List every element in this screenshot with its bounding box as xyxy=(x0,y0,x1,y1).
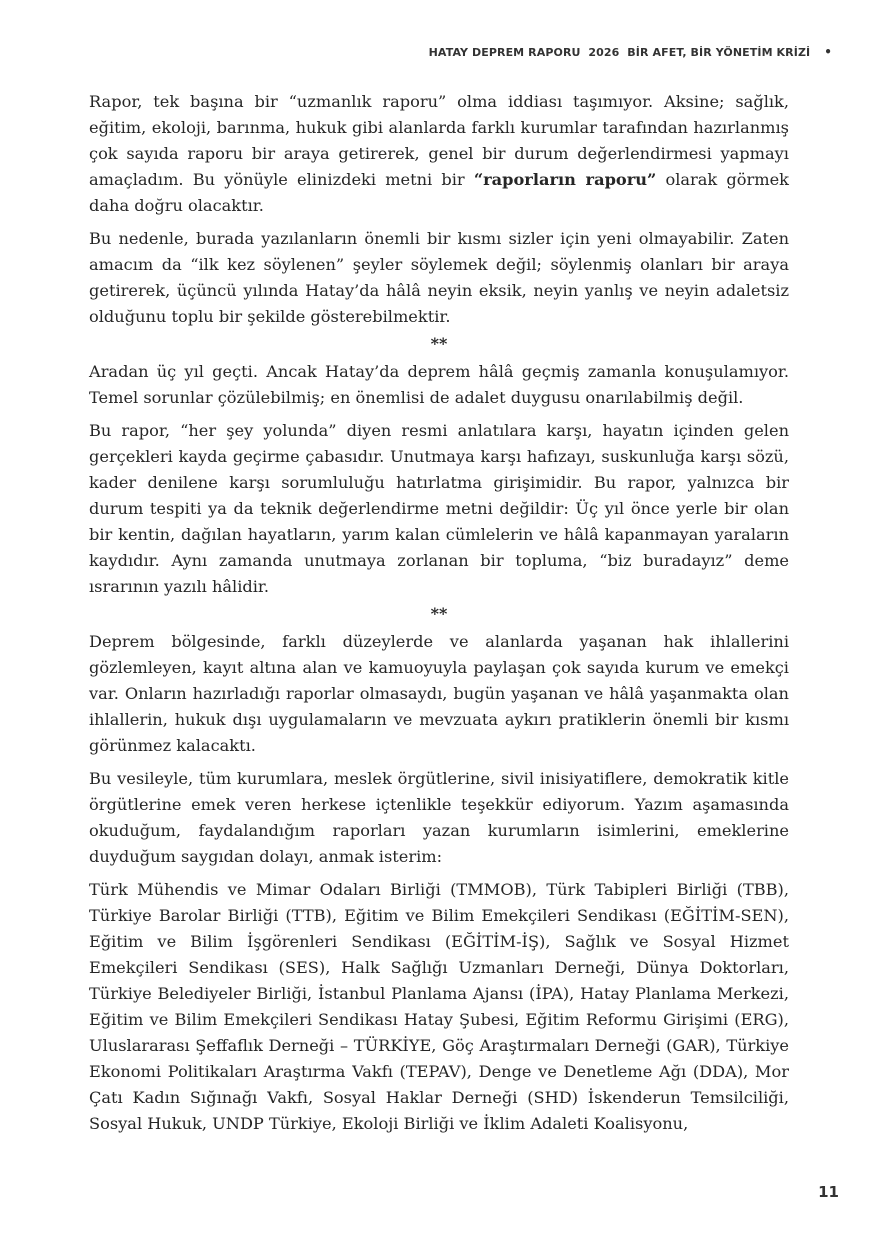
section-separator-2: ** xyxy=(430,604,448,623)
body-text xyxy=(89,89,789,1144)
paragraph-2: Bu nedenle, burada yazılanların önemli bir kısmı sizler için yeni olmayabilir. Zaten amacım da “ilk kez söylenen” şeyler söylemek değil; söylenmiş olanları bir araya getirerek, üçüncü yılında Hatay’da hâlâ neyin eksik, neyin yanlış ve neyin adaletsiz olduğunu toplu bir şekilde gösterebilmektir. xyxy=(89,229,789,326)
paragraph-1-text-b: olarak görmek daha doğru olacaktır. xyxy=(89,170,789,215)
paragraph-6: Bu vesileyle, tüm kurumlara, meslek örgütlerine, sivil inisiyatiflere, demokratik kitle örgütlerine emek veren herkese içtenlikle teşekkür ediyorum. Yazım aşamasında okuduğum, faydalandığım raporları yazan kurumların isimlerini, emeklerine duyduğum saygıdan dolayı, anmak isterim: xyxy=(89,769,789,866)
header-bullet-icon: • xyxy=(824,45,832,59)
running-header xyxy=(429,45,832,59)
page-number: 11 xyxy=(818,1183,839,1201)
paragraph-1-text-a: Rapor, tek başına bir “uzmanlık raporu” olma iddiası taşımıyor. Aksine; sağlık, eğitim, ekoloji, barınma, hukuk gibi alanlarda farklı kurumlar tarafından hazırlanmış çok sayıda raporu bir araya getirerek, genel bir durum değerlendirmesi yapmayı amaçladım. Bu yönüyle elinizdeki metni bir xyxy=(89,92,789,189)
paragraph-7: Türk Mühendis ve Mimar Odaları Birliği (TMMOB), Türk Tabipleri Birliği (TBB), Türkiye Barolar Birliği (TTB), Eğitim ve Bilim Emekçileri Sendikası (EĞİTİM-SEN), Eğitim ve Bilim İşgörenleri Sendikası (EĞİTİM-İŞ), Sağlık ve Sosyal Hizmet Emekçileri Sendikası (SES), Halk Sağlığı Uzmanları Derneği, Dünya Doktorları, Türkiye Belediyeler Birliği, İstanbul Planlama Ajansı (İPA), Hatay Planlama Merkezi, Eğitim ve Bilim Emekçileri Sendikası Hatay Şubesi, Eğitim Reformu Girişimi (ERG), Uluslararası Şeffaflık Derneği – TÜRKİYE, Göç Araştırmaları Derneği (GAR), Türkiye Ekonomi Politikaları Araştırma Vakfı (TEPAV), Denge ve Denetleme Ağı (DDA), Mor Çatı Kadın Sığınağı Vakfı, Sosyal Haklar Derneği (SHD) İskenderun Temsilciliği, Sosyal Hukuk, UNDP Türkiye, Ekoloji Birliği ve İklim Adaleti Koalisyonu, xyxy=(89,880,789,1133)
paragraph-1 xyxy=(89,89,789,219)
paragraph-5: Deprem bölgesinde, farklı düzeylerde ve alanlarda yaşanan hak ihlallerini gözlemleyen, kayıt altına alan ve kamuoyuyla paylaşan çok sayıda kurum ve emekçi var. Onların hazırladığı raporlar olmasaydı, bugün yaşanan ve hâlâ yaşanmakta olan ihlallerin, hukuk dışı uygulamaların ve mevzuata aykırı pratiklerin önemli bir kısmı görünmez kalacaktı. xyxy=(89,632,789,755)
report-subtitle: BİR AFET, BİR YÖNETİM KRİZİ xyxy=(627,45,811,59)
paragraph-1-bold: “raporların raporu” xyxy=(473,170,657,189)
report-title: HATAY DEPREM RAPORU xyxy=(428,45,581,59)
paragraph-4: Bu rapor, “her şey yolunda” diyen resmi anlatılara karşı, hayatın içinden gelen gerçekleri kayda geçirme çabasıdır. Unutmaya karşı hafızayı, suskunluğa karşı sözü, kader denilene karşı sorumluluğu hatırlatma girişimidir. Bu rapor, yalnızca bir durum tespiti ya da teknik değerlendirme metni değildir: Üç yıl önce yerle bir olan bir kentin, dağılan hayatların, yarım kalan cümlelerin ve hâlâ kapanmayan yaraların kaydıdır. Aynı zamanda unutmaya zorlanan bir topluma, “biz buradayız” deme ısrarının yazılı hâlidir. xyxy=(89,421,789,596)
paragraph-3: Aradan üç yıl geçti. Ancak Hatay’da deprem hâlâ geçmiş zamanla konuşulamıyor. Temel sorunlar çözülebilmiş; en önemlisi de adalet duygusu onarılabilmiş değil. xyxy=(89,362,789,407)
report-year: 2026 xyxy=(588,45,620,59)
section-separator-1: ** xyxy=(430,334,448,353)
